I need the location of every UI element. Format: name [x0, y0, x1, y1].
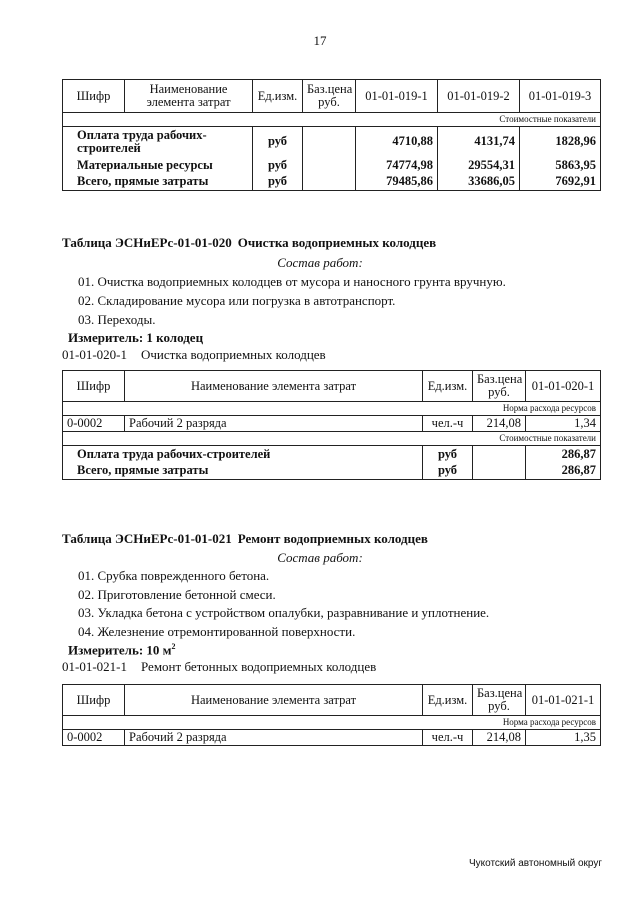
table-row	[63, 157, 601, 174]
header-name: Наименование элемента затрат	[125, 685, 423, 716]
resource-code: 0-0002	[63, 730, 125, 746]
row-value-1: 74774,98	[356, 157, 438, 174]
table-description: Ремонт водоприемных колодцев	[237, 531, 428, 546]
table-row	[63, 730, 601, 746]
cost-table-01-01-019	[62, 79, 601, 191]
work-step: 04. Железнение отремонтированной поверхности.	[78, 624, 356, 639]
resource-value: 1,34	[526, 416, 601, 432]
work-step: 03. Укладка бетона с устройством опалубки, разравнивание и уплотнение.	[78, 605, 490, 620]
resource-table-01-01-021	[62, 684, 601, 746]
meter-text: Измеритель: 10 м	[68, 642, 172, 658]
resource-name: Рабочий 2 разряда	[125, 416, 423, 432]
table-subheader-row	[63, 716, 601, 730]
resource-table-01-01-020	[62, 370, 601, 480]
resource-name: Рабочий 2 разряда	[125, 730, 423, 746]
work-step: 01. Срубка поврежденного бетона.	[78, 568, 270, 583]
summary-price	[473, 463, 526, 480]
table-subheader-row	[63, 113, 601, 127]
row-unit: руб	[253, 157, 303, 174]
header-col1: 01-01-021-1	[526, 685, 601, 716]
resource-value: 1,35	[526, 730, 601, 746]
row-value-2: 29554,31	[438, 157, 520, 174]
work-step: 02. Складирование мусора или погрузка в автотранспорт.	[78, 293, 396, 308]
header-unit: Ед.изм.	[423, 685, 473, 716]
meter-superscript: 2	[171, 642, 176, 651]
header-unit: Ед.изм.	[423, 371, 473, 402]
row-name: Материальные ресурсы	[63, 157, 253, 174]
row-value-2: 33686,05	[438, 174, 520, 191]
table-row	[63, 416, 601, 432]
item-code: 01-01-020-1	[62, 347, 127, 362]
header-name: Наименование элемента затрат	[125, 80, 253, 113]
row-value-3: 5863,95	[520, 157, 601, 174]
footer-region: Чукотский автономный округ	[468, 858, 602, 869]
header-col1: 01-01-019-1	[356, 80, 438, 113]
row-value-3: 1828,96	[520, 127, 601, 157]
row-value-2: 4131,74	[438, 127, 520, 157]
table-code: Таблица ЭСНиЕРс-01-01-020	[62, 235, 232, 250]
page-number: 17	[313, 33, 327, 48]
resource-price: 214,08	[473, 416, 526, 432]
composition-label: Состав работ:	[277, 550, 363, 565]
header-col2: 01-01-019-2	[438, 80, 520, 113]
meter: Измеритель: 1 колодец	[68, 330, 204, 345]
summary-name: Всего, прямые затраты	[63, 463, 423, 480]
row-name: Оплата труда рабочих-строителей	[63, 127, 253, 157]
item-line	[62, 659, 376, 675]
section-title	[62, 531, 428, 547]
resource-code: 0-0002	[63, 416, 125, 432]
section-title	[62, 235, 436, 251]
table-code: Таблица ЭСНиЕРс-01-01-021	[62, 531, 232, 546]
table-row	[63, 127, 601, 157]
row-unit: руб	[253, 174, 303, 191]
row-value-3: 7692,91	[520, 174, 601, 191]
header-price: Баз.цена руб.	[303, 80, 356, 113]
row-price	[303, 174, 356, 191]
summary-unit: руб	[423, 446, 473, 463]
header-unit: Ед.изм.	[253, 80, 303, 113]
header-col1: 01-01-020-1	[526, 371, 601, 402]
row-value-1: 79485,86	[356, 174, 438, 191]
table-header-row	[63, 371, 601, 402]
row-value-1: 4710,88	[356, 127, 438, 157]
resource-unit: чел.-ч	[423, 416, 473, 432]
summary-price	[473, 446, 526, 463]
item-name: Очистка водоприемных колодцев	[141, 347, 326, 362]
header-name: Наименование элемента затрат	[125, 371, 423, 402]
subheader-cost: Стоимостные показатели	[63, 432, 601, 446]
table-header-row	[63, 80, 601, 113]
subheader-norm: Норма расхода ресурсов	[63, 716, 601, 730]
row-name: Всего, прямые затраты	[63, 174, 253, 191]
header-price: Баз.цена руб.	[473, 685, 526, 716]
table-row	[63, 174, 601, 191]
item-code: 01-01-021-1	[62, 659, 127, 674]
table-subheader-row	[63, 402, 601, 416]
work-step: 01. Очистка водоприемных колодцев от мусора и наносного грунта вручную.	[78, 274, 506, 289]
table-subheader-row	[63, 432, 601, 446]
header-code: Шифр	[63, 371, 125, 402]
composition-label: Состав работ:	[277, 255, 363, 270]
header-code: Шифр	[63, 685, 125, 716]
work-step: 03. Переходы.	[78, 312, 156, 327]
item-name: Ремонт бетонных водоприемных колодцев	[141, 659, 377, 674]
table-header-row	[63, 685, 601, 716]
table-row	[63, 463, 601, 480]
meter	[68, 642, 176, 658]
header-price: Баз.цена руб.	[473, 371, 526, 402]
summary-name: Оплата труда рабочих-строителей	[63, 446, 423, 463]
row-price	[303, 127, 356, 157]
table-description: Очистка водоприемных колодцев	[237, 235, 437, 250]
summary-value: 286,87	[526, 463, 601, 480]
subheader-norm: Норма расхода ресурсов	[63, 402, 601, 416]
subheader-cost: Стоимостные показатели	[63, 113, 601, 127]
item-line	[62, 347, 326, 363]
row-unit: руб	[253, 127, 303, 157]
resource-unit: чел.-ч	[423, 730, 473, 746]
resource-price: 214,08	[473, 730, 526, 746]
header-col3: 01-01-019-3	[520, 80, 601, 113]
summary-unit: руб	[423, 463, 473, 480]
table-row	[63, 446, 601, 463]
header-code: Шифр	[63, 80, 125, 113]
row-price	[303, 157, 356, 174]
work-step: 02. Приготовление бетонной смеси.	[78, 587, 276, 602]
summary-value: 286,87	[526, 446, 601, 463]
